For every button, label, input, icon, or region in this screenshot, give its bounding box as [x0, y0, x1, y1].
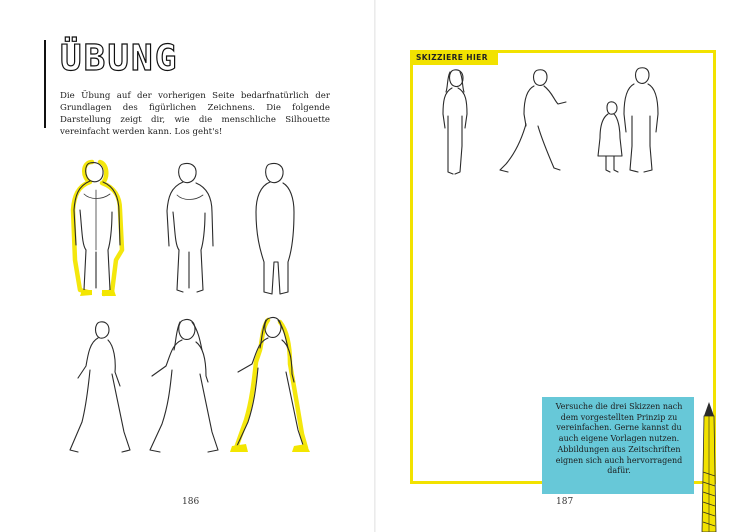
- reference-father-and-child: [598, 68, 658, 172]
- title-rule: [44, 40, 46, 128]
- left-page: [0, 0, 374, 532]
- page-title: ÜBUNG: [60, 38, 179, 79]
- page-number-left: 186: [182, 497, 200, 507]
- right-page: [376, 0, 750, 532]
- tip-text: Versuche die drei Skizzen nach dem vorgestellten Prinzip zu vereinfachen. Gerne kannst du auch eigene Vorlagen nutzen. Abbildungen aus Zeitschriften eignen sich auch hervorragend dafür.: [555, 402, 683, 476]
- standing-man-silhouette: [256, 163, 294, 294]
- reference-woman-standing: [443, 70, 467, 174]
- standing-man-detailed: [73, 162, 122, 296]
- figure-simplification-illustration: [60, 150, 330, 470]
- reference-man-walking: [500, 70, 566, 172]
- pencil-icon: [700, 402, 718, 532]
- tip-box: [542, 397, 694, 494]
- sketch-area-label: SKIZZIERE HIER: [410, 50, 498, 65]
- walking-woman-sketch: [150, 319, 218, 452]
- standing-man-outline: [167, 163, 213, 292]
- walking-woman-silhouette: [70, 322, 130, 452]
- reference-figures: [426, 66, 666, 186]
- page-number-right: 187: [556, 497, 574, 507]
- intro-paragraph: Die Übung auf der vorherigen Seite bedarfnatürlich der Grundlagen des figürlichen Zeichnens. Die folgende Darstellung zeigt dir, wie die menschliche Silhouette vereinfacht werden kann. Los geht's!: [60, 91, 330, 137]
- walking-woman-highlighted: [230, 317, 310, 452]
